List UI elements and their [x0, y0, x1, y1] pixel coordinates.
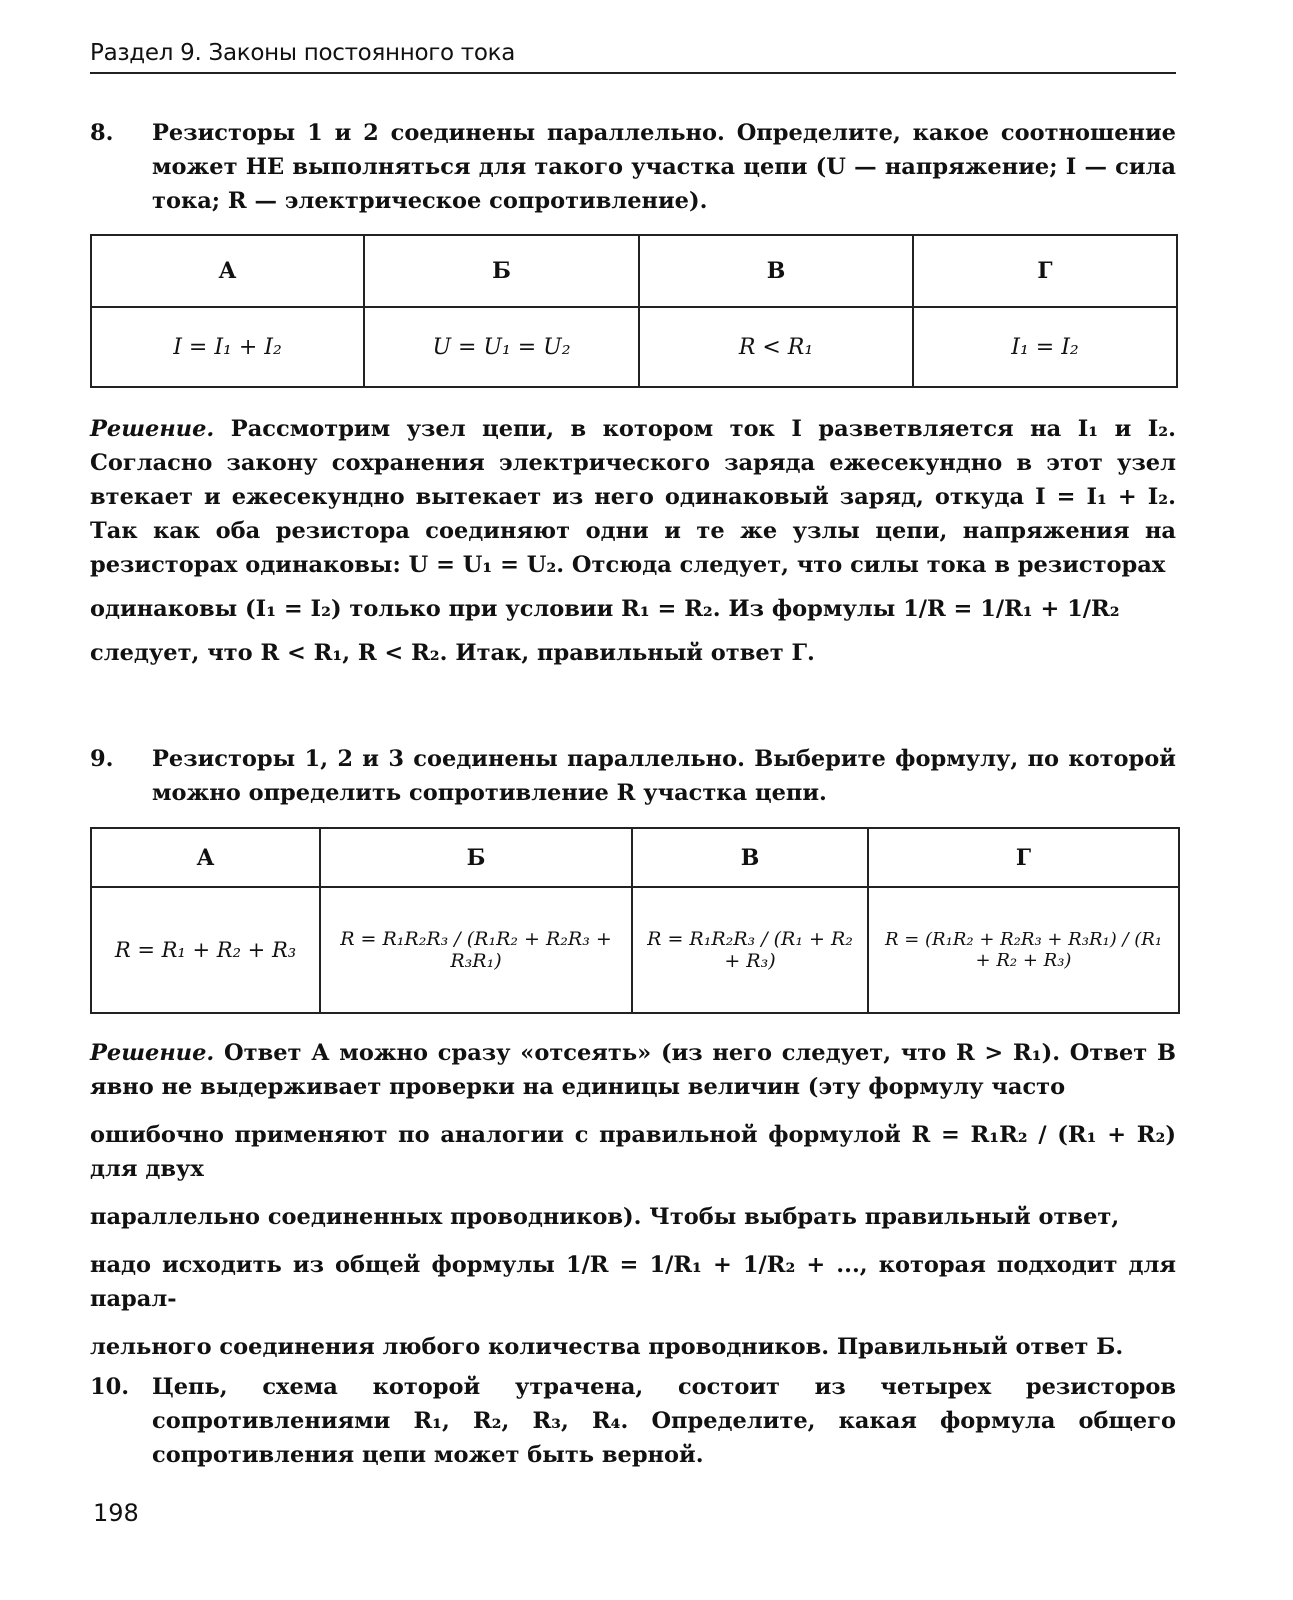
problem-text: Резисторы 1 и 2 соединены параллельно. Определите, какое соотношение может НЕ выполняться для такого участка цепи (U — напряжение; I — сила тока; R — электрическое сопротивление).: [152, 120, 1176, 214]
problem-number: 9.: [90, 746, 114, 772]
problem-8: [90, 116, 1176, 218]
solution-text: следует, что R < R₁, R < R₂. Итак, правильный ответ Г.: [90, 640, 815, 666]
option-formula: R < R₁: [639, 307, 913, 387]
solution-label: Решение.: [90, 1040, 215, 1066]
option-formula: I₁ = I₂: [913, 307, 1177, 387]
option-header: Б: [364, 235, 639, 307]
solution-text: Рассмотрим узел цепи, в котором ток I разветвляется на I₁ и I₂.: [230, 416, 1176, 442]
option-formula: R = R₁ + R₂ + R₃: [91, 887, 320, 1013]
problem-text: Резисторы 1, 2 и 3 соединены параллельно. Выберите формулу, по которой можно определить сопротивление R участка цепи.: [152, 746, 1176, 806]
option-header: А: [91, 235, 364, 307]
option-header: В: [632, 828, 868, 887]
problem-text: Цепь, схема которой утрачена, состоит из четырех резисторов сопротивлениями R₁, R₂, R₃, R₄. Определите, какая формула общего сопротивления цепи может быть верной.: [152, 1374, 1176, 1468]
solution-label: Решение.: [90, 416, 215, 442]
option-formula: R = (R₁R₂ + R₂R₃ + R₃R₁) / (R₁ + R₂ + R₃): [868, 887, 1179, 1013]
section-header: Раздел 9. Законы постоянного тока: [90, 40, 1176, 74]
solution-text: надо исходить из общей формулы 1/R = 1/R₁ + 1/R₂ + ..., которая подходит для парал-: [90, 1252, 1176, 1312]
page-number: 198: [93, 1499, 139, 1527]
option-formula: U = U₁ = U₂: [364, 307, 639, 387]
option-formula: I = I₁ + I₂: [91, 307, 364, 387]
solution-9: [90, 1036, 1176, 1364]
option-formula: R = R₁R₂R₃ / (R₁ + R₂ + R₃): [632, 887, 868, 1013]
solution-text: параллельно соединенных проводников). Чтобы выбрать правильный ответ,: [90, 1204, 1120, 1230]
solution-text: Согласно закону сохранения электрического заряда ежесекундно в этот узел втекает и ежесекундно вытекает из него одинаковый заряд, откуда I = I₁ + I₂.: [90, 450, 1176, 510]
option-header: А: [91, 828, 320, 887]
solution-text: Ответ А можно сразу «отсеять» (из него следует, что R > R₁). Ответ В явно не выдерживает проверки на единицы величин (эту формулу часто: [90, 1040, 1176, 1100]
solution-8: [90, 412, 1176, 670]
option-header: Г: [913, 235, 1177, 307]
solution-text: ошибочно применяют по аналогии с правильной формулой R = R₁R₂ / (R₁ + R₂) для двух: [90, 1122, 1176, 1182]
problem-9: [90, 742, 1176, 810]
problem-10: [90, 1370, 1176, 1472]
option-formula: R = R₁R₂R₃ / (R₁R₂ + R₂R₃ + R₃R₁): [320, 887, 632, 1013]
answer-table-8: [90, 234, 1178, 388]
option-header: В: [639, 235, 913, 307]
solution-text: одинаковы (I₁ = I₂) только при условии R₁ = R₂. Из формулы 1/R = 1/R₁ + 1/R₂: [90, 596, 1120, 622]
problem-number: 8.: [90, 120, 114, 146]
solution-text: Так как оба резистора соединяют одни и те же узлы цепи, напряжения на резисторах одинаковы: U = U₁ = U₂. Отсюда следует, что силы тока в резисторах: [90, 518, 1176, 578]
option-header: Г: [868, 828, 1179, 887]
problem-number: 10.: [90, 1374, 130, 1400]
answer-table-9: [90, 827, 1180, 1014]
solution-text: лельного соединения любого количества проводников. Правильный ответ Б.: [90, 1334, 1124, 1360]
option-header: Б: [320, 828, 632, 887]
